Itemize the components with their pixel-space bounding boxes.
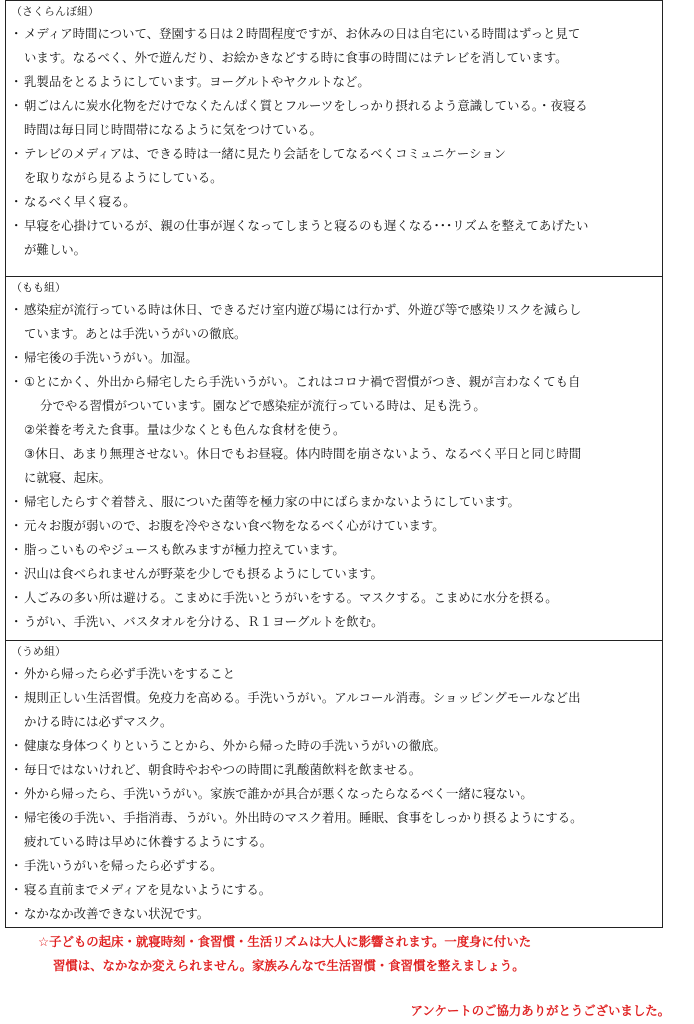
comment-text: います。なるべく、外で遊んだり、お絵かきなどする時に食事の時間にはテレビを消しています。 <box>24 50 568 65</box>
comment-text: が難しい。 <box>24 242 87 257</box>
thanks-message: アンケートのご協力ありがとうございました。 <box>410 1003 670 1018</box>
comment-bullet-item <box>10 142 662 166</box>
comment-text: 寝る直前までメディアを見ないようにする。 <box>24 882 272 897</box>
comment-text: 帰宅後の手洗い、手指消毒、うがい。外出時のマスク着用。睡眠、食事をしっかり摂るようにする。 <box>24 810 583 825</box>
comment-continuation <box>10 118 662 142</box>
comment-text: 沢山は食べられませんが野菜を少しでも摂るようにしています。 <box>24 566 383 581</box>
bullet-mark: ・ <box>10 566 23 581</box>
comment-text: 毎日ではないけれど、朝食時やおやつの時間に乳酸菌飲料を飲ませる。 <box>24 762 422 777</box>
bullet-mark: ・ <box>10 810 23 825</box>
comment-text: ③休日、あまり無理させない。休日でもお昼寝。体内時間を崩さないよう、なるべく平日と同じ時間 <box>24 446 582 461</box>
bullet-mark: ・ <box>10 74 23 89</box>
comment-text: 手洗いうがいを帰ったら必ずする。 <box>24 858 223 873</box>
comment-text: かける時には必ずマスク。 <box>24 714 173 729</box>
bullet-mark: ・ <box>10 906 23 921</box>
comment-bullet-item <box>10 190 662 214</box>
bullet-mark: ・ <box>10 762 23 777</box>
comment-text: ②栄養を考えた食事。量は少なくとも色んな食材を使う。 <box>24 422 346 437</box>
comment-bullet-item <box>10 490 662 514</box>
comment-text: 元々お腹が弱いので、お腹を冷やさない食べ物をなるべく心がけています。 <box>24 518 445 533</box>
comment-list <box>10 662 662 926</box>
comment-text: 外から帰ったら、手洗いうがい。家族で誰かが具合が悪くなったらなるべく一緒に寝ない。 <box>24 786 533 801</box>
comment-bullet-item <box>10 734 662 758</box>
group-title: （うめ組） <box>11 645 66 658</box>
comment-continuation <box>10 830 662 854</box>
comment-text: うがい、手洗い、バスタオルを分ける、Ｒ１ヨーグルトを飲む。 <box>24 614 384 629</box>
comment-text: 疲れている時は早めに休養するようにする。 <box>24 834 273 849</box>
bullet-mark: ・ <box>10 786 23 801</box>
comment-continuation <box>10 394 662 418</box>
bullet-mark: ・ <box>10 738 23 753</box>
comment-text: テレビのメディアは、できる時は一緒に見たり会話をしてなるべくコミュニケーション <box>24 146 507 161</box>
comment-bullet-item <box>10 686 662 710</box>
bullet-mark: ・ <box>10 98 23 113</box>
comment-bullet-item <box>10 22 662 46</box>
comment-text: 感染症が流行っている時は休日、できるだけ室内遊び場には行かず、外遊び等で感染リスクを減らし <box>24 302 582 317</box>
bullet-mark: ・ <box>10 302 23 317</box>
comment-bullet-item <box>10 662 662 686</box>
comment-continuation <box>10 238 662 262</box>
comment-text: 脂っこいものやジュースも飲みますが極力控えています。 <box>24 542 345 557</box>
bullet-mark: ・ <box>10 494 23 509</box>
comment-continuation <box>10 466 662 490</box>
comment-bullet-item <box>10 538 662 562</box>
bullet-mark: ・ <box>10 194 23 209</box>
comment-text: 時間は毎日同じ時間帯になるように気をつけている。 <box>24 122 322 137</box>
comment-bullet-item <box>10 586 662 610</box>
comment-text: 規則正しい生活習慣。免疫力を高める。手洗いうがい。アルコール消毒。ショッピングモールなど出 <box>24 690 581 705</box>
comment-sub-item <box>10 442 662 466</box>
comment-bullet-item <box>10 854 662 878</box>
comment-text: なるべく早く寝る。 <box>24 194 136 209</box>
comment-continuation <box>10 46 662 70</box>
bullet-mark: ・ <box>10 590 23 605</box>
comment-bullet-item <box>10 214 662 238</box>
survey-table <box>5 0 663 928</box>
comment-bullet-item <box>10 902 662 926</box>
comment-text: 早寝を心掛けているが、親の仕事が遅くなってしまうと寝るのも遅くなる･･･リズムを整えてあげたい <box>24 218 589 233</box>
closing-note-line-2: 習慣は、なかなか変えられません。家族みんなで生活習慣・食習慣を整えましょう。 <box>53 958 525 973</box>
comment-text: 帰宅したらすぐ着替え、服についた菌等を極力家の中にばらまかないようにしています。 <box>24 494 520 509</box>
bullet-mark: ・ <box>10 146 23 161</box>
comment-bullet-item <box>10 298 662 322</box>
comment-text: ①とにかく、外出から帰宅したら手洗いうがい。これはコロナ禍で習慣がつき、親が言わなくても自 <box>24 374 581 389</box>
bullet-mark: ・ <box>10 858 23 873</box>
comment-list <box>10 22 662 262</box>
comment-bullet-item <box>10 70 662 94</box>
bullet-mark: ・ <box>10 518 23 533</box>
comment-bullet-item <box>10 878 662 902</box>
bullet-mark: ・ <box>10 350 23 365</box>
comment-bullet-item <box>10 610 662 634</box>
comment-text: 乳製品をとるようにしています。ヨーグルトやヤクルトなど。 <box>24 74 370 89</box>
bullet-mark: ・ <box>10 690 23 705</box>
comment-bullet-item <box>10 94 662 118</box>
group-section-sakuranbo <box>6 1 662 277</box>
comment-list <box>10 298 662 634</box>
comment-text: 健康な身体つくりということから、外から帰った時の手洗いうがいの徹底。 <box>24 738 446 753</box>
bullet-mark: ・ <box>10 26 23 41</box>
comment-text: メディア時間について、登園する日は２時間程度ですが、お休みの日は自宅にいる時間はずっと見て <box>24 26 581 41</box>
group-title: （もも組） <box>11 281 66 294</box>
comment-text: を取りながら見るようにしている。 <box>24 170 223 185</box>
comment-text: 帰宅後の手洗いうがい。加湿。 <box>24 350 198 365</box>
comment-bullet-item <box>10 514 662 538</box>
comment-text: 分でやる習慣がついています。園などで感染症が流行っている時は、足も洗う。 <box>40 398 486 413</box>
bullet-mark: ・ <box>10 218 23 233</box>
comment-continuation <box>10 322 662 346</box>
comment-bullet-item <box>10 782 662 806</box>
bullet-mark: ・ <box>10 374 23 389</box>
comment-continuation <box>10 710 662 734</box>
closing-note-line-1: ☆子どもの起床・就寝時刻・食習慣・生活リズムは大人に影響されます。一度身に付いた <box>38 934 532 949</box>
comment-bullet-item <box>10 758 662 782</box>
group-section-momo <box>6 277 662 641</box>
comment-text: なかなか改善できない状況です。 <box>24 906 210 921</box>
bullet-mark: ・ <box>10 614 23 629</box>
comment-bullet-item <box>10 346 662 370</box>
comment-bullet-item <box>10 562 662 586</box>
comment-bullet-item <box>10 806 662 830</box>
comment-text: 朝ごはんに炭水化物をだけでなくたんぱく質とフルーツをしっかり摂れるよう意識している。・夜寝る <box>24 98 588 113</box>
comment-sub-item <box>10 418 662 442</box>
group-title: （さくらんぼ組） <box>11 5 99 18</box>
bullet-mark: ・ <box>10 882 23 897</box>
comment-bullet-item <box>10 370 662 394</box>
bullet-mark: ・ <box>10 666 23 681</box>
comment-text: に就寝、起床。 <box>24 470 111 485</box>
comment-continuation <box>10 166 662 190</box>
bullet-mark: ・ <box>10 542 23 557</box>
comment-text: 人ごみの多い所は避ける。こまめに手洗いとうがいをする。マスクする。こまめに水分を摂る。 <box>24 590 558 605</box>
comment-text: ています。あとは手洗いうがいの徹底。 <box>24 326 247 341</box>
closing-note <box>38 930 678 978</box>
comment-text: 外から帰ったら必ず手洗いをすること <box>24 666 235 681</box>
group-section-ume <box>6 641 662 927</box>
